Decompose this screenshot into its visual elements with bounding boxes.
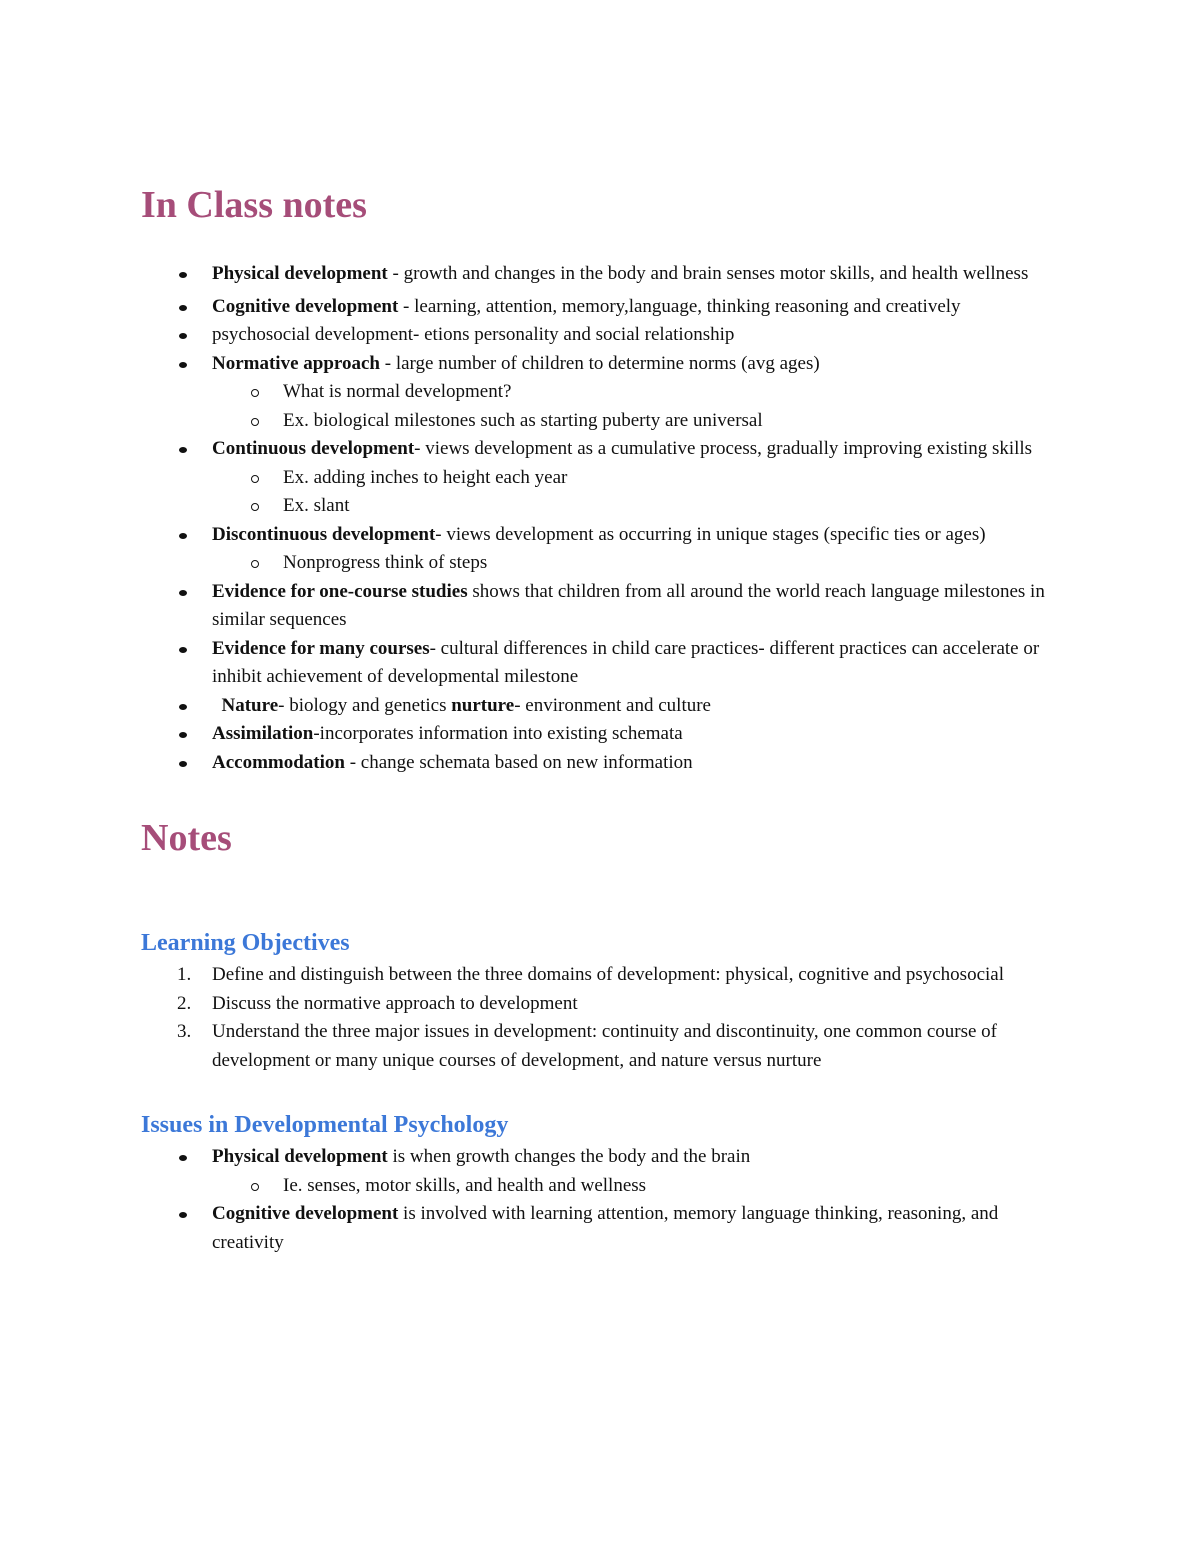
bullet-icon xyxy=(179,1212,187,1218)
document-content xyxy=(141,180,1061,1257)
numbered-item: 3. Understand the three major issues in development: continuity and discontinuity, one common course of development or many unique courses of development, and nature versus nurture xyxy=(141,1018,1061,1075)
definition: - views development as occurring in unique stages (specific ties or ages) xyxy=(435,523,986,545)
sub-list-item: Ex. slant xyxy=(141,492,1061,521)
list-item xyxy=(141,720,1061,749)
subsection-title-learning-objectives: Learning Objectives xyxy=(141,930,350,956)
definition: - change schemata based on new information xyxy=(344,751,693,773)
list-item xyxy=(141,350,1061,379)
term: Continuous development xyxy=(212,438,415,459)
bullet-icon xyxy=(179,305,187,311)
definition: -incorporates information into existing schemata xyxy=(313,723,683,744)
list-item xyxy=(141,321,1061,350)
bullet-icon xyxy=(179,272,187,278)
bullet-icon xyxy=(179,1155,187,1161)
numbered-item: 2. Discuss the normative approach to development xyxy=(141,990,1061,1019)
definition: psychosocial development- etions personality and social relationship xyxy=(212,324,735,345)
sub-list-item: Ex. biological milestones such as starting puberty are universal xyxy=(141,407,1061,436)
term: Cognitive development xyxy=(212,295,399,317)
definition: - large number of children to determine norms (avg ages) xyxy=(380,352,820,374)
definition: - learning, attention, memory,language, thinking reasoning and creatively xyxy=(398,295,961,317)
definition: shows that children from all around the world reach language milestones in similar sequences xyxy=(212,580,1045,630)
bullet-icon xyxy=(179,333,187,339)
circle-bullet-icon xyxy=(251,389,259,397)
section-title-notes: Notes xyxy=(141,817,232,859)
list-item xyxy=(141,260,1061,289)
definition: - biology and genetics xyxy=(278,694,452,716)
list-item xyxy=(141,578,1061,635)
term: Assimilation xyxy=(212,723,314,744)
bullet-icon xyxy=(179,590,187,596)
term: Evidence for many courses xyxy=(212,637,430,659)
section-title-in-class-notes: In Class notes xyxy=(141,184,367,226)
list-item xyxy=(141,521,1061,550)
definition: is when growth changes the body and the brain xyxy=(387,1146,751,1167)
learning-objectives-list xyxy=(141,961,1061,1075)
term: Normative approach xyxy=(212,352,380,374)
sub-list-item: What is normal development? xyxy=(141,378,1061,407)
list-item xyxy=(141,635,1061,692)
circle-bullet-icon xyxy=(251,475,259,483)
sub-list-item: Nonprogress think of steps xyxy=(141,549,1061,578)
list-item xyxy=(141,1143,1061,1172)
numbered-item: 1. Define and distinguish between the three domains of development: physical, cognitive and psychosocial xyxy=(141,961,1061,990)
definition: - cultural differences in child care practices- different practices can accelerate or inhibit achievement of developmental milestone xyxy=(212,637,1040,687)
list-item xyxy=(141,293,1061,322)
definition: - views development as a cumulative process, gradually improving existing skills xyxy=(414,438,1033,459)
issues-list xyxy=(141,1143,1061,1257)
item-number: 1. xyxy=(177,964,192,985)
list-item xyxy=(141,749,1061,778)
bullet-icon xyxy=(179,704,187,710)
term: Discontinuous development xyxy=(212,523,436,545)
term: Physical development xyxy=(212,263,388,284)
term: Accommodation xyxy=(212,751,345,773)
circle-bullet-icon xyxy=(251,418,259,426)
bullet-icon xyxy=(179,761,187,767)
term: Cognitive development xyxy=(212,1203,399,1224)
term: Nature xyxy=(221,694,279,716)
definition: is involved with learning attention, memory language thinking, reasoning, and creativity xyxy=(212,1203,999,1253)
bullet-icon xyxy=(179,362,187,368)
term: Physical development xyxy=(212,1146,388,1167)
bullet-icon xyxy=(179,732,187,738)
subsection-title-issues: Issues in Developmental Psychology xyxy=(141,1112,509,1138)
circle-bullet-icon xyxy=(251,503,259,511)
bullet-icon xyxy=(179,447,187,453)
definition: - environment and culture xyxy=(514,694,711,716)
circle-bullet-icon xyxy=(251,1183,259,1191)
sub-list-item: Ex. adding inches to height each year xyxy=(141,464,1061,493)
definition: - growth and changes in the body and brain senses motor skills, and health wellness xyxy=(387,263,1029,284)
list-item xyxy=(141,435,1061,464)
term: nurture xyxy=(451,694,515,716)
term: Evidence for one-course studies xyxy=(212,580,468,602)
item-number: 3. xyxy=(177,1021,192,1042)
circle-bullet-icon xyxy=(251,560,259,568)
list-item xyxy=(141,1200,1061,1257)
item-number: 2. xyxy=(177,992,192,1014)
bullet-icon xyxy=(179,533,187,539)
list-item xyxy=(141,692,1061,721)
in-class-notes-list xyxy=(141,260,1061,777)
bullet-icon xyxy=(179,647,187,653)
sub-list-item: Ie. senses, motor skills, and health and wellness xyxy=(141,1172,1061,1201)
